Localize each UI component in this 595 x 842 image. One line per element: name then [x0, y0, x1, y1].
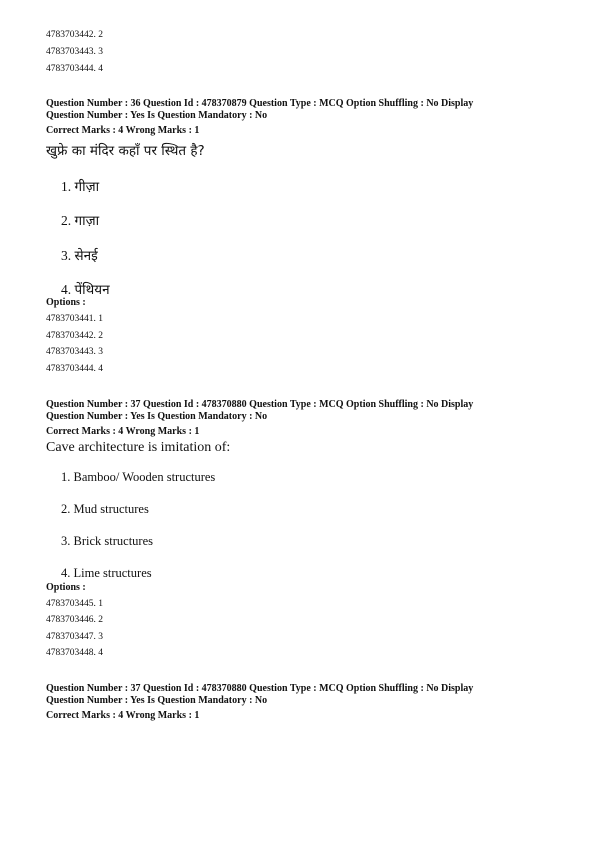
question-mandatory-line: Question Number : Yes Is Question Mandatory : No [46, 695, 268, 706]
question-text: Cave architecture is imitation of: [46, 440, 231, 455]
question-meta-line: Question Number : 37 Question Id : 478370880 Question Type : MCQ Option Shuffling : No Display [46, 683, 474, 694]
answer-choice [61, 246, 98, 264]
answer-choice: 2. Mud structures [61, 502, 149, 516]
answer-choice [61, 211, 99, 229]
question-marks-line: Correct Marks : 4 Wrong Marks : 1 [46, 426, 200, 437]
option-id-line: 4783703442. 2 [46, 331, 103, 341]
choice-number: 4. [61, 282, 75, 297]
option-id-line: 4783703441. 1 [46, 314, 103, 324]
choice-label: गीज़ा [74, 179, 100, 195]
choice-label: गाज़ा [74, 213, 100, 229]
question-meta-line: Question Number : 36 Question Id : 478370879 Question Type : MCQ Option Shuffling : No Display [46, 98, 474, 109]
option-id-line: 4783703448. 4 [46, 648, 103, 658]
answer-choice [61, 177, 99, 195]
choice-number: 3. [61, 248, 75, 263]
question-mandatory-line: Question Number : Yes Is Question Mandatory : No [46, 411, 268, 422]
choice-label: पेंथियन [74, 282, 110, 298]
option-id-line: 4783703442. 2 [46, 30, 103, 40]
option-id-line: 4783703443. 3 [46, 347, 103, 357]
option-id-line: 4783703447. 3 [46, 632, 103, 642]
choice-number: 2. [61, 213, 75, 228]
question-marks-line: Correct Marks : 4 Wrong Marks : 1 [46, 125, 200, 136]
question-meta-line: Question Number : 37 Question Id : 478370880 Question Type : MCQ Option Shuffling : No Display [46, 399, 474, 410]
option-id-line: 4783703444. 4 [46, 364, 103, 374]
option-id-line: 4783703445. 1 [46, 599, 103, 609]
answer-choice: 1. Bamboo/ Wooden structures [61, 470, 216, 484]
answer-choice: 4. Lime structures [61, 566, 152, 580]
question-marks-line: Correct Marks : 4 Wrong Marks : 1 [46, 710, 200, 721]
answer-choice: 3. Brick structures [61, 534, 153, 548]
answer-choice [61, 280, 110, 298]
options-heading: Options : [46, 297, 86, 308]
option-id-line: 4783703446. 2 [46, 615, 103, 625]
options-heading: Options : [46, 582, 86, 593]
option-id-line: 4783703444. 4 [46, 64, 103, 74]
option-id-line: 4783703443. 3 [46, 47, 103, 57]
choice-number: 1. [61, 179, 75, 194]
question-mandatory-line: Question Number : Yes Is Question Mandatory : No [46, 110, 268, 121]
question-text: खुफ्रे का मंदिर कहाँ पर स्थित है? [46, 143, 205, 159]
choice-label: सेनई [74, 248, 98, 264]
